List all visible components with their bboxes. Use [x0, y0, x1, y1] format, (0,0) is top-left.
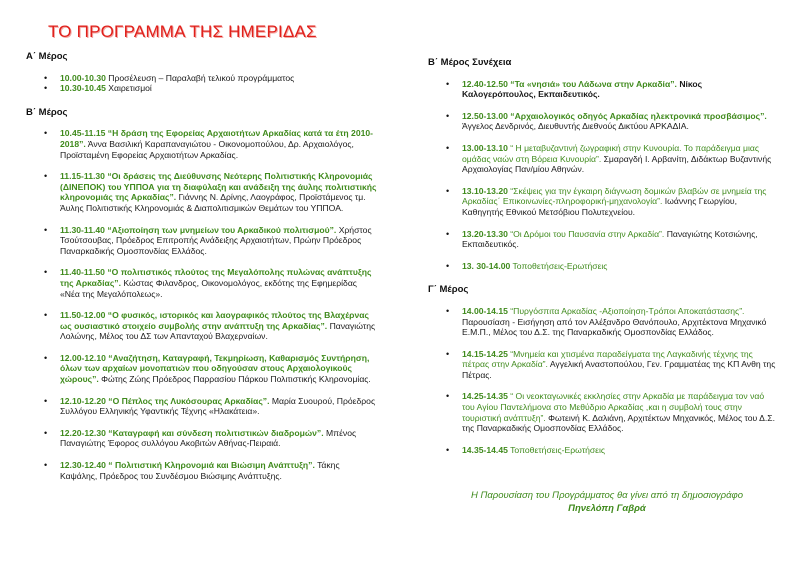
program-time: 12.10-12.20 [60, 395, 106, 406]
program-speaker: Νίκος Καλογερόπουλος, Εκπαιδευτικός. [462, 78, 703, 100]
section-b2-list [428, 79, 778, 272]
presenter-note [432, 489, 782, 515]
program-speaker: Αγγελική Αναστοπούλου, Γεν. Γραμματέας της ΚΠ Ανθη της Πέτρας. [462, 359, 776, 380]
section-c-heading: Γ΄ Μέρος [428, 284, 469, 296]
program-speaker: Ιωάννης Γεωργίου, Καθηγητής Εθνικού Μετσόβιου Πολυτεχνείου. [462, 196, 737, 217]
program-item [26, 225, 378, 257]
program-item [428, 445, 778, 456]
program-item [26, 428, 378, 449]
program-speaker: Μαρία Συουρού, Πρόεδρος Συλλόγου Ελληνικής Υφαντικής Τέχνης «Ηλακάτεια». [60, 395, 376, 417]
program-topic: “Ο φυσικός, ιστορικός και λαογραφικός πλούτος της Βλαχέρνας ως ουσιαστικό στοιχείο συμβολής στην ανάπτυξη της Αρκαδίας”. [60, 310, 369, 331]
program-topic: “Αναζήτηση, Καταγραφή, Τεκμηρίωση, Καθαρισμός Συντήρηση, όλων των αρχαίων μονοπατιών που οδηγούσαν στους Αρχαιολογικούς χώρους”. [60, 352, 370, 385]
program-speaker: Παναγιώτης Κοτσιώνης, Εκπαιδευτικός. [462, 228, 758, 250]
program-topic: “ Η μεταβυζαντινή ζωγραφική στην Κυνουρία. Το παράδειγμα μιας ομάδας ναών στη Βόρεια Κυνουρία”. [462, 142, 760, 164]
program-speaker: Μπένος Παναγιώτης Έφορος συλλόγου Ακοβιτών Αθήνας-Πειραιά. [60, 427, 357, 449]
program-speaker: Σμαραγδή Ι. Αρβανίτη, Διδάκτωρ Βυζαντινής Αρχαιολογίας Παν/μίου Αθηνών. [462, 153, 772, 175]
section-c-list [428, 306, 778, 456]
section-a-list [26, 73, 378, 94]
program-speaker: Φώτης Ζώης Πρόεδρος Παρρασίου Πάρκου Πολιτιστικής Κληρονομίας. [101, 374, 371, 385]
program-time: 12.40-12.50 [462, 78, 508, 89]
program-speaker: Τάκης Καψάλης, Πρόεδρος του Συνδέσμου Βιώσιμης Ανάπτυξης. [60, 460, 340, 481]
program-speaker: Γιάννης Ν. Δρίνης, Λαογράφος, Προϊστάμενος τμ. Άυλης Πολιτιστικής Κληρονομιάς & Διαπολιτισμικών Θεμάτων του ΥΠΠΟΑ. [60, 192, 366, 213]
program-speaker: Άννα Βασιλική Καραπαναγιώτου - Οικονομοπούλου, Δρ. Αρχαιολόγος, Προϊσταμένη Εφορείας Αρχαιοτήτων Αρκαδίας. [60, 138, 354, 160]
program-item [26, 396, 378, 417]
program-time: 13. 30-14.00 [462, 260, 511, 271]
program-speaker: Παρουσίαση - Εισήγηση από τον Αλέξανδρο Θανόπουλο, Αρχιτέκτονα Μηχανικό Ε.Μ.Π., Μέλος του Δ.Σ. της Παναρκαδικής Ομοσπονδίας Ελλάδος. [462, 316, 767, 338]
program-topic: “Αρχαιολογικός οδηγός Αρκαδίας ηλεκτρονικά προσβάσιμος”. [510, 110, 767, 121]
program-topic: “Ο Πέπλος της Λυκόσουρας Αρκαδίας”. [108, 395, 270, 406]
program-item [26, 73, 378, 84]
program-topic: “Οι Δρόμοι του Παυσανία στην Αρκαδία”. [510, 228, 665, 239]
program-text: Προσέλευση – Παραλαβή τελικού προγράμματος [108, 72, 295, 83]
program-time: 10.30-10.45 [60, 83, 106, 94]
program-time: 11.50-12.00 [60, 310, 106, 321]
program-topic: “Ο πολιτιστικός πλούτος της Μεγαλόπολης πυλώνας ανάπτυξης της Αρκαδίας”. [60, 267, 372, 288]
program-item [26, 460, 378, 481]
program-topic: Τοποθετήσεις-Ερωτήσεις [510, 444, 606, 455]
program-topic: “Οι δράσεις της Διεύθυνσης Νεότερης Πολιτιστικής Κληρονομιάς (ΔΙΝΕΠΟΚ) του ΥΠΠΟΑ για τη διαφύλαξη και ανάδειξη της άυλης πολιτιστικής κληρονομιάς της Αρκαδίας”. [60, 171, 377, 203]
program-topic: Τοποθετήσεις-Ερωτήσεις [512, 260, 608, 271]
program-item [26, 310, 378, 342]
program-topic: “Μνημεία και χτισμένα παραδείγματα της Λαγκαδινής τέχνης της πέτρας στην Αρκαδία”. [462, 348, 753, 370]
program-time: 13.20-13.30 [462, 228, 508, 239]
program-item [26, 267, 378, 299]
section-b2-heading: Β΄ Μέρος Συνέχεια [428, 57, 512, 68]
program-time: 14.35-14.45 [462, 444, 508, 455]
program-time: 14.15-14.25 [462, 348, 508, 359]
program-time: 13.10-13.20 [462, 185, 508, 196]
program-speaker: Άγγελος Δενδρινός, Διευθυντής Διεθνούς Δικτύου ΑΡΚΑΔΙΑ. [462, 121, 689, 132]
program-item [428, 306, 778, 338]
program-item [26, 83, 378, 94]
program-item [26, 128, 378, 160]
section-a-heading: Α΄ Μέρος [26, 51, 68, 62]
program-speaker: Παναγιώτης Λολώνης, Μέλος του ΔΣ των Απανταχού Βλαχερναίων. [60, 320, 376, 342]
program-topic: “Σκέψεις για την έγκαιρη διάγνωση δομικών βλαβών σε μνημεία της Αρκαδίας΄ Επικοινωνίες-πληροφορική-μηχανολογία”. [462, 185, 767, 207]
program-speaker: Κώστας Φιλανδρος, Οικονομολόγος, εκδότης της Εφημερίδας «Νέα της Μεγαλόπολεως». [60, 277, 357, 299]
program-time: 11.15-11.30 [60, 171, 105, 182]
program-time: 14.25-14.35 [462, 391, 508, 402]
program-speaker: Χρήστος Τσούτσουβας, Πρόεδρος Επιτροπής Ανάδειξης Αρχαιοτήτων, Πρώην Πρόεδρος Παναρκαδικής Ομοσπονδίας Ελλάδος. [60, 224, 372, 256]
program-time: 12.50-13.00 [462, 110, 508, 121]
right-column [428, 58, 778, 466]
presenter-name: Πηνελόπη Γαβρά [568, 503, 646, 514]
program-item [428, 186, 778, 218]
program-time: 14.00-14.15 [462, 305, 508, 316]
program-topic: “ Οι νεοκταγωνικές εκκλησίες στην Αρκαδία με παράδειγμα τον ναό του Αγίου Παντελήμονα στο Μεθύδριο Αρκαδίας ,και η συμβολή τους στην τουριστική ανάπτυξη”. [462, 391, 765, 423]
program-item [428, 111, 778, 132]
program-topic: “Αξιοποίηση των μνημείων του Αρκαδικού πολιτισμού”. [107, 224, 337, 235]
left-column [26, 52, 378, 492]
program-time: 11.40-11.50 [60, 267, 105, 278]
program-item [428, 229, 778, 250]
program-topic: “Πυργόσπιτα Αρκαδίας -Αξιοποίηση-Τρόποι Αποκατάστασης”. [510, 305, 745, 316]
program-item [428, 261, 778, 272]
section-b-list [26, 128, 378, 481]
program-text: Χαιρετισμοί [108, 83, 152, 94]
program-item [428, 391, 778, 433]
page-title: ΤΟ ΠΡΟΓΡΑΜΜΑ ΤΗΣ ΗΜΕΡΙΔΑΣ [48, 22, 317, 41]
program-time: 13.00-13.10 [462, 142, 508, 153]
presenter-line: Η Παρουσίαση του Προγράμματος θα γίνει από τη δημοσιογράφο [470, 490, 744, 501]
program-item [428, 143, 778, 175]
program-time: 12.00-12.10 [60, 352, 106, 363]
program-time: 11.30-11.40 [60, 224, 105, 235]
program-topic: “ Πολιτιστική Κληρονομιά και Βιώσιμη Ανάπτυξη”. [108, 460, 315, 471]
program-topic: “Καταγραφή και σύνδεση πολιτιστικών διαδρομών”. [108, 427, 324, 438]
program-time: 12.20-12.30 [60, 427, 106, 438]
program-item [428, 79, 778, 100]
program-speaker: Φωτεινή Κ. Δαλιάνη, Αρχιτέκτων Μηχανικός, Μέλος του Δ.Σ. της Παναρκαδικής Ομοσπονδίας Ελλάδος. [462, 412, 775, 434]
program-item [26, 353, 378, 385]
program-item [26, 171, 378, 213]
section-b-heading: Β΄ Μέρος [26, 106, 68, 118]
program-time: 12.30-12.40 [60, 460, 106, 471]
program-time: 10.45-11.15 [60, 128, 106, 139]
program-time: 10.00-10.30 [60, 72, 106, 83]
program-topic: “Η δράση της Εφορείας Αρχαιοτήτων Αρκαδίας κατά τα έτη 2010-2018”. [60, 128, 374, 149]
program-topic: “Τα «νησιά» του Λάδωνα στην Αρκαδία”. [510, 78, 677, 89]
program-item [428, 349, 778, 381]
